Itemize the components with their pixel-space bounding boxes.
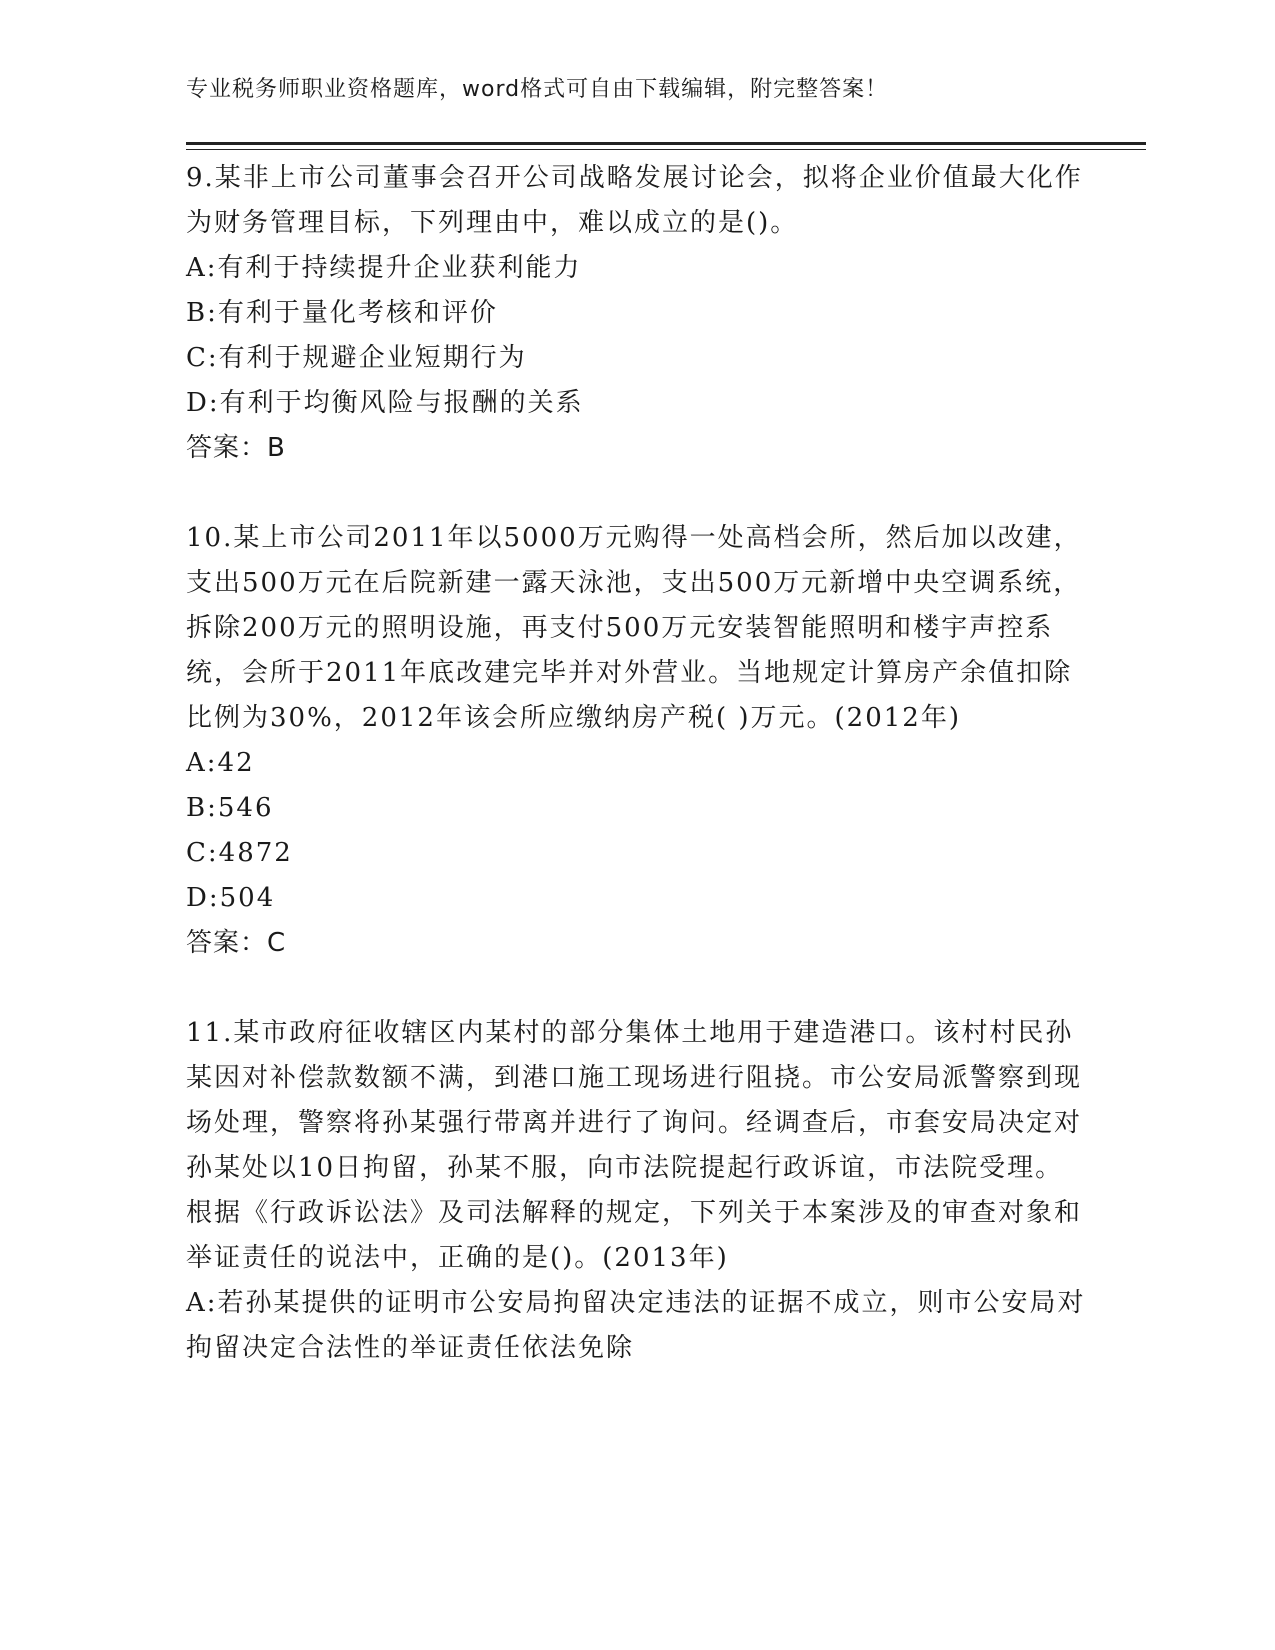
page-header: 专业税务师职业资格题库，word格式可自由下载编辑，附完整答案！ xyxy=(186,77,889,102)
option-d: D:有利于均衡风险与报酬的关系 xyxy=(186,388,584,418)
option-b: B:546 xyxy=(186,793,274,823)
question-9 xyxy=(186,156,1086,471)
option-d: D:504 xyxy=(186,883,276,913)
option-c: C:有利于规避企业短期行为 xyxy=(186,343,527,373)
option-b: B:有利于量化考核和评价 xyxy=(186,298,498,328)
option-a: A:有利于持续提升企业获利能力 xyxy=(186,253,582,283)
question-10 xyxy=(186,516,1086,966)
answer: 答案：B xyxy=(186,433,286,463)
question-stem: 9.某非上市公司董事会召开公司战略发展讨论会，拟将企业价值最大化作为财务管理目标，下列理由中，难以成立的是()。 xyxy=(186,163,1083,238)
answer: 答案：C xyxy=(186,928,287,958)
question-list xyxy=(186,156,1086,1371)
option-c: C:4872 xyxy=(186,838,293,868)
header-divider-thick xyxy=(186,142,1146,145)
question-stem: 11.某市政府征收辖区内某村的部分集体土地用于建造港口。该村村民孙某因对补偿款数额不满，到港口施工现场进行阻挠。市公安局派警察到现场处理，警察将孙某强行带离并进行了询问。经调查后，市套安局决定对孙某处以10日拘留，孙某不服，向市法院提起行政诉谊，市法院受理。根据《行政诉讼法》及司法解释的规定，下列关于本案涉及的审查对象和举证责任的说法中，正确的是()。(2013年) xyxy=(186,1018,1083,1273)
spacer xyxy=(186,471,1086,516)
question-stem: 10.某上市公司2011年以5000万元购得一处高档会所，然后加以改建，支出500万元在后院新建一露天泳池，支出500万元新增中央空调系统，拆除200万元的照明设施，再支付500万元安装智能照明和楼宇声控系统，会所于2011年底改建完毕并对外营业。当地规定计算房产余值扣除比例为30%，2012年该会所应缴纳房产税( )万元。(2012年) xyxy=(186,523,1082,733)
question-11 xyxy=(186,1011,1086,1371)
spacer xyxy=(186,966,1086,1011)
option-a: A:42 xyxy=(186,748,255,778)
option-a: A:若孙某提供的证明市公安局拘留决定违法的证据不成立，则市公安局对拘留决定合法性的举证责任依法免除 xyxy=(186,1288,1086,1363)
header-divider-thin xyxy=(186,149,1146,150)
